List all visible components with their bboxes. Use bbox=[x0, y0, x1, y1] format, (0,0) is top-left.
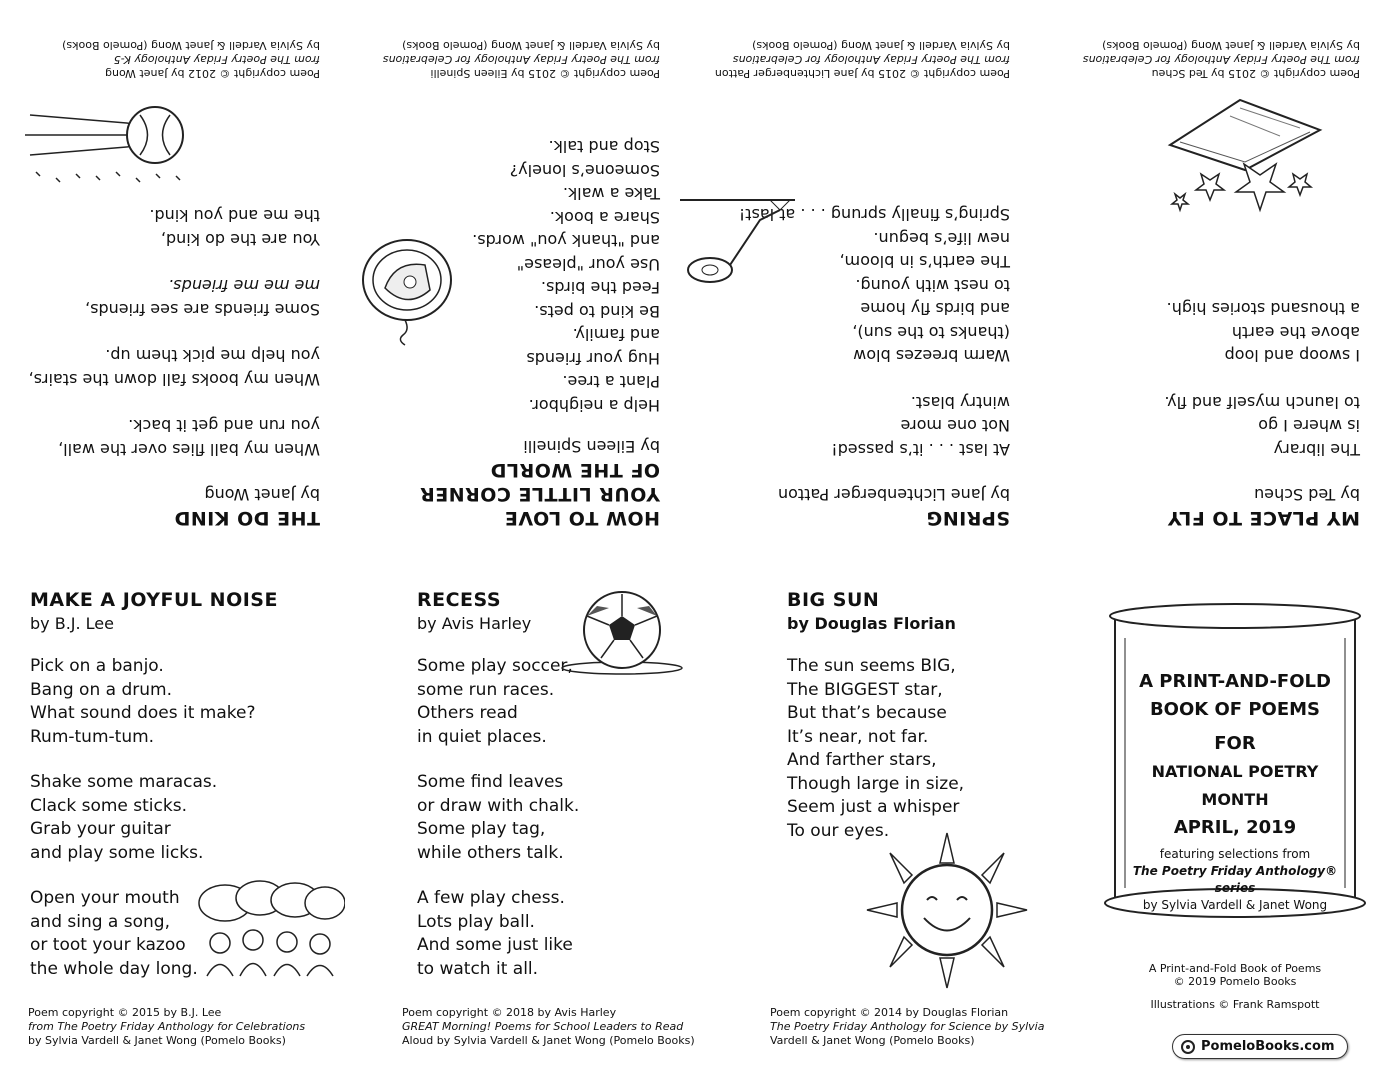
poem-title: MAKE A JOYFUL NOISE bbox=[30, 589, 278, 611]
baseball-illustration bbox=[20, 90, 190, 190]
poem-panel-spring bbox=[680, 20, 1030, 530]
poem-line: above the earth bbox=[1231, 323, 1360, 342]
pie-plate-illustration bbox=[360, 230, 455, 350]
poem-line: wintry blast. bbox=[910, 393, 1010, 412]
poem-byline: by Janet Wong bbox=[204, 485, 320, 504]
cover-footer-line: A Print-and-Fold Book of Poems bbox=[1148, 962, 1322, 975]
poem-credit: Poem copyright © 2015 by Ted Scheu from The Poetry Friday Anthology for Celebrations by Sylvia Vardell & Janet Wong (Pomelo Books) bbox=[1082, 39, 1360, 80]
cover-month: NATIONAL POETRY MONTH bbox=[1151, 762, 1319, 809]
poem-line: Someone’s lonely? bbox=[509, 161, 660, 180]
poem-stanza: Some find leaves or draw with chalk. Some play tag, while others talk. bbox=[417, 772, 580, 863]
poem-credit: Poem copyright © 2015 by Eileen Spinelli from The Poetry Friday Anthology for Celebrations by Sylvia Vardell & Janet Wong (Pomelo Books) bbox=[382, 39, 660, 80]
poem-byline: by B.J. Lee bbox=[30, 614, 114, 633]
cover-for: FOR bbox=[1214, 733, 1256, 754]
cover-panel bbox=[1100, 598, 1370, 1068]
poem-title: MY PLACE TO FLY bbox=[1167, 507, 1360, 529]
cover-date: APRIL, 2019 bbox=[1173, 817, 1297, 838]
cover-title-line: BOOK OF POEMS bbox=[1149, 699, 1321, 720]
poem-line: you help me pick them up. bbox=[105, 346, 320, 366]
poem-line: At last . . . it’s passed! bbox=[831, 440, 1010, 459]
poem-line: Help a neighbor. bbox=[528, 396, 660, 415]
poem-line: I swoop and loop bbox=[1224, 346, 1360, 366]
poem-line: and "thank you" words. bbox=[472, 231, 660, 251]
poem-stanza: Some play soccer, some run races. Others read in quiet places. bbox=[417, 656, 573, 747]
poem-title-line: OF THE WORLD bbox=[490, 459, 660, 481]
singing-children-illustration bbox=[195, 878, 345, 978]
poem-panel-make-a-joyful-noise bbox=[30, 588, 370, 1068]
poem-line: Take a walk. bbox=[562, 184, 660, 204]
poem-stanza: Pick on a banjo. Bang on a drum. What sound does it make? Rum-tum-tum. bbox=[30, 656, 256, 747]
poem-credit: Poem copyright © 2015 by Jane Lichtenberger Patton from The Poetry Friday Anthology for Celebrations by Sylvia Vardell & Janet Wong (Pomelo Books) bbox=[714, 39, 1010, 80]
poem-credit: Poem copyright © 2012 by Janet Wong from The Poetry Friday Anthology K-5 by Sylvia Vardell & Janet Wong (Pomelo Books) bbox=[62, 39, 320, 80]
poem-line: The earth’s in bloom, bbox=[839, 252, 1010, 272]
pomelo-site-label: PomeloBooks.com bbox=[1201, 1039, 1335, 1054]
poem-title: BIG SUN bbox=[787, 589, 880, 611]
poem-line: When my ball flies over the wall, bbox=[58, 440, 320, 459]
poem-line: Share a book. bbox=[549, 208, 660, 227]
poem-stanza: A few play chess. Lots play ball. And some just like to watch it all. bbox=[417, 888, 573, 979]
poem-line: to launch myself and fly. bbox=[1164, 393, 1360, 412]
poem-line: and birds fly home bbox=[860, 299, 1010, 319]
poem-title-line: HOW TO LOVE bbox=[504, 507, 660, 529]
poem-line: When my books fall down the stairs, bbox=[28, 370, 320, 389]
poem-line: Feed the birds. bbox=[540, 278, 660, 298]
poem-panel-big-sun bbox=[770, 588, 1077, 1068]
poem-panel-recess bbox=[402, 588, 747, 1068]
poem-stanza: The sun seems BIG, The BIGGEST star, But that’s because It’s near, not far. And farther stars, Though large in size, Seem just a whisper To our eyes. bbox=[787, 656, 965, 841]
poem-byline: by Avis Harley bbox=[417, 614, 532, 633]
poem-byline: by Eileen Spinelli bbox=[523, 437, 660, 456]
poem-line: to nest with young. bbox=[855, 276, 1010, 295]
poem-panel-how-to-love bbox=[350, 20, 680, 530]
soccer-ball-illustration bbox=[557, 588, 687, 678]
poem-credit: Poem copyright © 2018 by Avis Harley GREAT Morning! Poems for School Leaders to Read Aloud by Sylvia Vardell & Janet Wong (Pomelo Books) bbox=[402, 1006, 695, 1047]
cover-featuring: featuring selections from bbox=[1159, 847, 1311, 861]
poem-line: Be kind to pets. bbox=[534, 302, 660, 321]
smiling-sun-illustration bbox=[862, 828, 1032, 993]
poem-line: Hug your friends bbox=[526, 349, 660, 368]
poem-title-line: YOUR LITTLE CORNER bbox=[419, 483, 660, 505]
poem-panel-the-do-kind bbox=[10, 20, 340, 530]
poem-line: Some friends are see friends, bbox=[85, 300, 320, 319]
poem-credit: Poem copyright © 2015 by B.J. Lee from The Poetry Friday Anthology for Celebrations by Sylvia Vardell & Janet Wong (Pomelo Books) bbox=[28, 1006, 306, 1047]
poem-credit: Poem copyright © 2014 by Douglas Florian The Poetry Friday Anthology for Science by Sylvia Vardell & Janet Wong (Pomelo Books) bbox=[770, 1006, 1045, 1047]
cover-series: The Poetry Friday Anthology® series bbox=[1132, 864, 1338, 895]
poem-line: you run and get it back. bbox=[128, 416, 320, 436]
flying-book-stars-illustration bbox=[1150, 60, 1340, 220]
poem-title: THE DO KIND bbox=[174, 507, 320, 529]
poem-byline: by Douglas Florian bbox=[787, 614, 956, 633]
poem-panel-my-place-to-fly bbox=[1040, 20, 1380, 530]
poem-line: is where I go bbox=[1258, 416, 1360, 436]
poem-line: a thousand stories high. bbox=[1166, 299, 1360, 319]
poem-line: and family. bbox=[572, 325, 660, 345]
poem-line: the me and you kind. bbox=[149, 206, 320, 226]
cover-footer-line: © 2019 Pomelo Books bbox=[1173, 975, 1297, 988]
cover-editors: by Sylvia Vardell & Janet Wong bbox=[1142, 898, 1328, 912]
poem-title: SPRING bbox=[926, 507, 1010, 529]
poem-line: Warm breezes blow bbox=[853, 346, 1010, 366]
flower-seedling-illustration bbox=[680, 190, 800, 300]
poem-byline: by Ted Scheu bbox=[1254, 485, 1360, 504]
poem-title: RECESS bbox=[417, 589, 502, 611]
pomelo-logo-icon bbox=[1181, 1040, 1195, 1054]
poem-line: (thanks to the sun), bbox=[852, 323, 1010, 342]
poem-line: me me me friends. bbox=[168, 276, 320, 296]
poem-stanza: Shake some maracas. Clack some sticks. Grab your guitar and play some licks. bbox=[30, 772, 218, 863]
poem-line: The library bbox=[1273, 440, 1360, 459]
poem-line: Use your "please" bbox=[516, 255, 660, 274]
poem-stanza: Open your mouth and sing a song, or toot your kazoo the whole day long. bbox=[30, 888, 198, 979]
poem-line: Stop and talk. bbox=[548, 137, 660, 157]
poem-line: You are the do kind, bbox=[160, 230, 320, 249]
pomelo-books-link[interactable] bbox=[1172, 1034, 1348, 1059]
poem-line: Not one more bbox=[900, 416, 1010, 436]
poem-line: Spring’s finally sprung . . . at last! bbox=[738, 205, 1010, 225]
poem-byline: by Jane Lichtenberger Patton bbox=[777, 485, 1010, 504]
cover-illustrations-credit: Illustrations © Frank Ramspott bbox=[1150, 998, 1320, 1011]
poem-line: Plant a tree. bbox=[562, 372, 660, 392]
cover-title-line: A PRINT-AND-FOLD bbox=[1139, 671, 1331, 692]
poem-line: new life’s begun. bbox=[873, 229, 1010, 248]
